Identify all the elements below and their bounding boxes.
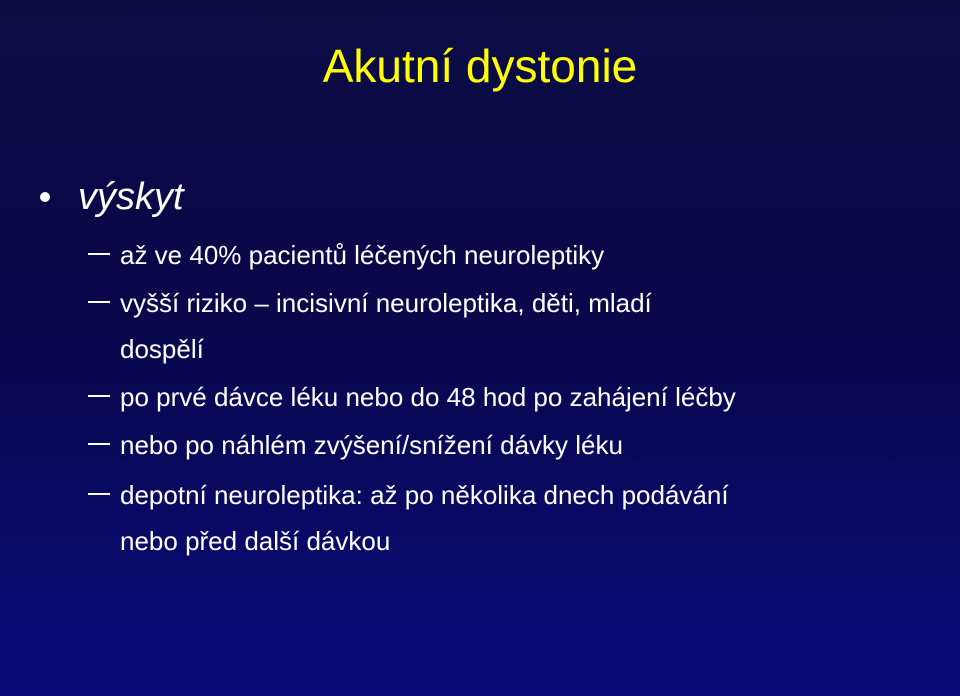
dash-icon [88,301,110,303]
sub-item-continuation: nebo před další dávkou [120,526,391,556]
sub-item [88,374,948,420]
sub-item [88,422,948,468]
sub-item-text: až ve 40% pacientů léčených neuroleptiky [120,240,605,270]
sub-item-text: vyšší riziko – incisivní neuroleptika, děti, mladí [120,288,652,318]
dash-icon [88,395,110,397]
sub-item-text: po prvé dávce léku nebo do 48 hod po zahájení léčby [120,382,736,412]
sub-item [88,472,948,564]
bullet-text: výskyt [78,175,184,218]
slide-title: Akutní dystonie [322,40,638,92]
sub-item-continuation: dospělí [120,334,204,364]
dash-icon [88,493,110,495]
bullet-dot-icon [40,192,50,202]
sub-item-text: nebo po náhlém zvýšení/snížení dávky léku [120,430,623,460]
sub-item-text: depotní neuroleptika: až po několika dnech podávání [120,480,729,510]
sub-item [88,232,948,278]
sub-item [88,280,948,372]
bullet-item [40,172,184,222]
dash-icon [88,253,110,255]
dash-icon [88,443,110,445]
